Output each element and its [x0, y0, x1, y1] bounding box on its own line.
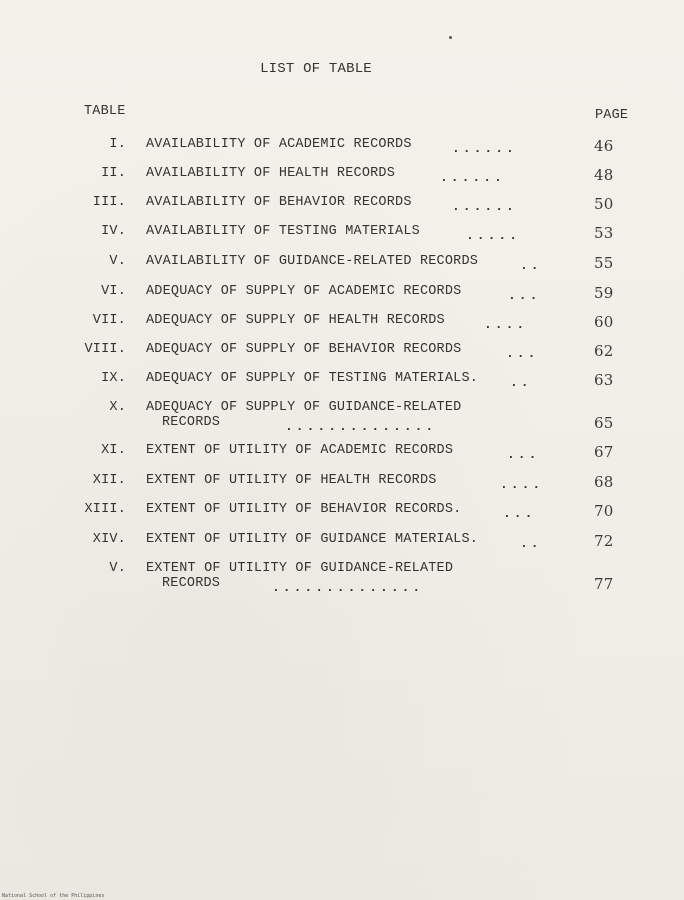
- table-title: ADEQUACY OF SUPPLY OF TESTING MATERIALS.: [146, 371, 479, 386]
- table-title: ADEQUACY OF SUPPLY OF GUIDANCE-RELATED: [146, 400, 462, 415]
- table-title: ADEQUACY OF SUPPLY OF HEALTH RECORDS: [146, 313, 445, 328]
- page-title: LIST OF TABLE: [260, 61, 372, 77]
- dot-leader: ..: [520, 536, 542, 551]
- list-item: [0, 224, 684, 246]
- page-number: 72: [594, 532, 614, 550]
- page-number: 77: [594, 575, 614, 593]
- list-item: [0, 532, 684, 554]
- table-number: VII.: [92, 313, 126, 328]
- page-number: 65: [594, 414, 614, 432]
- table-number: VI.: [101, 284, 126, 299]
- table-title: AVAILABILITY OF BEHAVIOR RECORDS: [146, 195, 412, 210]
- page-number: 62: [594, 342, 614, 360]
- dot-leader: .....: [466, 228, 521, 243]
- list-item: [0, 502, 684, 524]
- table-number: IX.: [101, 371, 126, 386]
- table-number: X.: [109, 400, 126, 415]
- page-number: 68: [594, 473, 614, 491]
- table-title: AVAILABILITY OF HEALTH RECORDS: [146, 166, 396, 181]
- table-number: XIII.: [84, 502, 126, 517]
- list-item: [0, 254, 684, 276]
- list-item: [0, 371, 684, 393]
- dot-leader: ....: [500, 477, 544, 492]
- table-title: AVAILABILITY OF TESTING MATERIALS: [146, 224, 420, 239]
- table-number: VIII.: [84, 342, 126, 357]
- dot-leader: ...: [506, 346, 539, 361]
- page-column-header: PAGE: [595, 108, 629, 123]
- dot-leader: ......: [452, 141, 517, 156]
- table-column-header: TABLE: [84, 104, 126, 119]
- page-number: 70: [594, 502, 614, 520]
- table-title: AVAILABILITY OF GUIDANCE-RELATED RECORDS: [146, 254, 479, 269]
- table-number: III.: [92, 195, 126, 210]
- page-number: 67: [594, 443, 614, 461]
- table-title: EXTENT OF UTILITY OF GUIDANCE MATERIALS.: [146, 532, 479, 547]
- dot-leader: ..: [510, 375, 532, 390]
- dot-leader: ......: [452, 199, 517, 214]
- list-item: [0, 342, 684, 364]
- list-item: [0, 137, 684, 159]
- table-title: ADEQUACY OF SUPPLY OF BEHAVIOR RECORDS: [146, 342, 462, 357]
- page-number: 63: [594, 371, 614, 389]
- page-number: 46: [594, 137, 614, 155]
- footer-credit: National School of the Philippines: [2, 893, 105, 899]
- table-number: IV.: [101, 224, 126, 239]
- table-title: ADEQUACY OF SUPPLY OF ACADEMIC RECORDS: [146, 284, 462, 299]
- page-number: 50: [594, 195, 614, 213]
- dot-leader: ...: [503, 506, 536, 521]
- list-item: [0, 166, 684, 188]
- table-title-continuation: RECORDS: [162, 576, 221, 591]
- dot-leader: ......: [440, 170, 505, 185]
- speck-mark: [449, 36, 452, 39]
- table-number: V.: [109, 254, 126, 269]
- table-number: V.: [109, 561, 126, 576]
- table-number: II.: [101, 166, 126, 181]
- table-title: EXTENT OF UTILITY OF ACADEMIC RECORDS: [146, 443, 454, 458]
- table-number: XI.: [101, 443, 126, 458]
- table-number: XII.: [92, 473, 126, 488]
- table-number: XIV.: [92, 532, 126, 547]
- list-item: [0, 561, 684, 595]
- dot-leader: ...: [508, 288, 541, 303]
- list-item: [0, 195, 684, 217]
- page-number: 53: [594, 224, 614, 242]
- dot-leader: ..............: [285, 419, 437, 434]
- table-number: I.: [109, 137, 126, 152]
- table-title: EXTENT OF UTILITY OF HEALTH RECORDS: [146, 473, 437, 488]
- table-title: AVAILABILITY OF ACADEMIC RECORDS: [146, 137, 412, 152]
- table-title: EXTENT OF UTILITY OF GUIDANCE-RELATED: [146, 561, 454, 576]
- list-item: [0, 284, 684, 306]
- list-item: [0, 443, 684, 465]
- table-title-continuation: RECORDS: [162, 415, 221, 430]
- dot-leader: ...: [507, 447, 540, 462]
- page-number: 48: [594, 166, 614, 184]
- table-title: EXTENT OF UTILITY OF BEHAVIOR RECORDS.: [146, 502, 462, 517]
- dot-leader: ....: [484, 317, 528, 332]
- dot-leader: ..............: [272, 580, 424, 595]
- page-number: 55: [594, 254, 614, 272]
- list-item: [0, 473, 684, 495]
- page-number: 59: [594, 284, 614, 302]
- dot-leader: ..: [520, 258, 542, 273]
- page-number: 60: [594, 313, 614, 331]
- list-item: [0, 400, 684, 434]
- list-item: [0, 313, 684, 335]
